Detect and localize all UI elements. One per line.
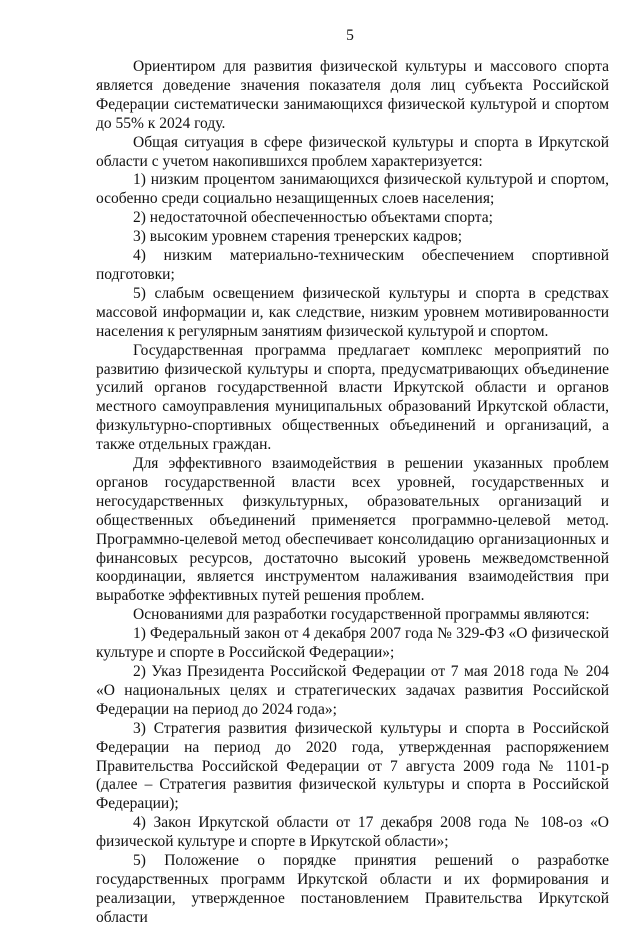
grounds-item-1: 1) Федеральный закон от 4 декабря 2007 года № 329-ФЗ «О физической культуре и спорте в Российской Федерации»; bbox=[96, 625, 609, 662]
problem-item-3: 3) высоким уровнем старения тренерских кадров; bbox=[133, 228, 463, 246]
page-number: 5 bbox=[346, 27, 354, 44]
grounds-item-3: 3) Стратегия развития физической культуры и спорта в Российской Федерации на период до 2020 года, утвержденная распоряжением Правительства Российской Федерации от 7 августа 2009 года № 1101-р (далее – Стратегия развития физической культуры и спорта в Российской Федерации); bbox=[96, 719, 609, 813]
grounds-item-5: 5) Положение о порядке принятия решений о разработке государственных программ Иркутской области и их формирования и реализации, утвержденное постановлением Правительства Иркутской области bbox=[96, 852, 609, 926]
paragraph-program-target-method: Для эффективного взаимодействия в решении указанных проблем органов государственной власти всех уровней, государственных и негосударственных физкультурных, образовательных организаций и общественных объединений применяется программно-целевой метод. Программно-целевой метод обеспечивает консолидацию организационных и финансовых ресурсов, достаточно высокий уровень межведомственной координации, является инструментом налаживания взаимодействия при выработке эффективных путей решения проблем. bbox=[96, 455, 609, 605]
problem-item-1: 1) низким процентом занимающихся физической культурой и спортом, особенно среди социально незащищенных слоев населения; bbox=[96, 171, 609, 208]
problem-item-4: 4) низким материально-техническим обеспечением спортивной подготовки; bbox=[96, 247, 609, 283]
document-body bbox=[96, 58, 609, 928]
paragraph-sports-target: Ориентиром для развития физической культуры и массового спорта является доведение значения показателя доля лиц субъекта Российской Федерации систематически занимающихся физической культурой и спортом до 55% к 2024 году. bbox=[96, 58, 609, 132]
problem-item-5: 5) слабым освещением физической культуры и спорта в средствах массовой информации и, как следствие, низким уровнем мотивированности населения к регулярным занятиям физической культурой и спортом. bbox=[96, 284, 609, 340]
paragraph-general-situation: Общая ситуация в сфере физической культуры и спорта в Иркутской области с учетом накопившихся проблем характеризуется: bbox=[96, 133, 609, 170]
grounds-item-4: 4) Закон Иркутской области от 17 декабря 2008 года № 108-оз «О физической культуре и спорте в Иркутской области»; bbox=[96, 814, 609, 851]
grounds-item-2: 2) Указ Президента Российской Федерации от 7 мая 2018 года № 204 «О национальных целях и стратегических задачах развития Российской Федерации на период до 2024 года»; bbox=[96, 663, 609, 718]
paragraph-program-measures: Государственная программа предлагает комплекс мероприятий по развитию физической культуры и спорта, предусматривающих объединение усилий органов государственной власти Иркутской области и органов местного самоуправления муниципальных образований Иркутской области, физкультурно-спортивных общественных объединений и организаций, а также отдельных граждан. bbox=[96, 341, 609, 454]
paragraph-grounds-intro: Основаниями для разработки государственной программы являются: bbox=[133, 606, 590, 624]
problem-item-2: 2) недостаточной обеспеченностью объектами спорта; bbox=[133, 209, 493, 227]
